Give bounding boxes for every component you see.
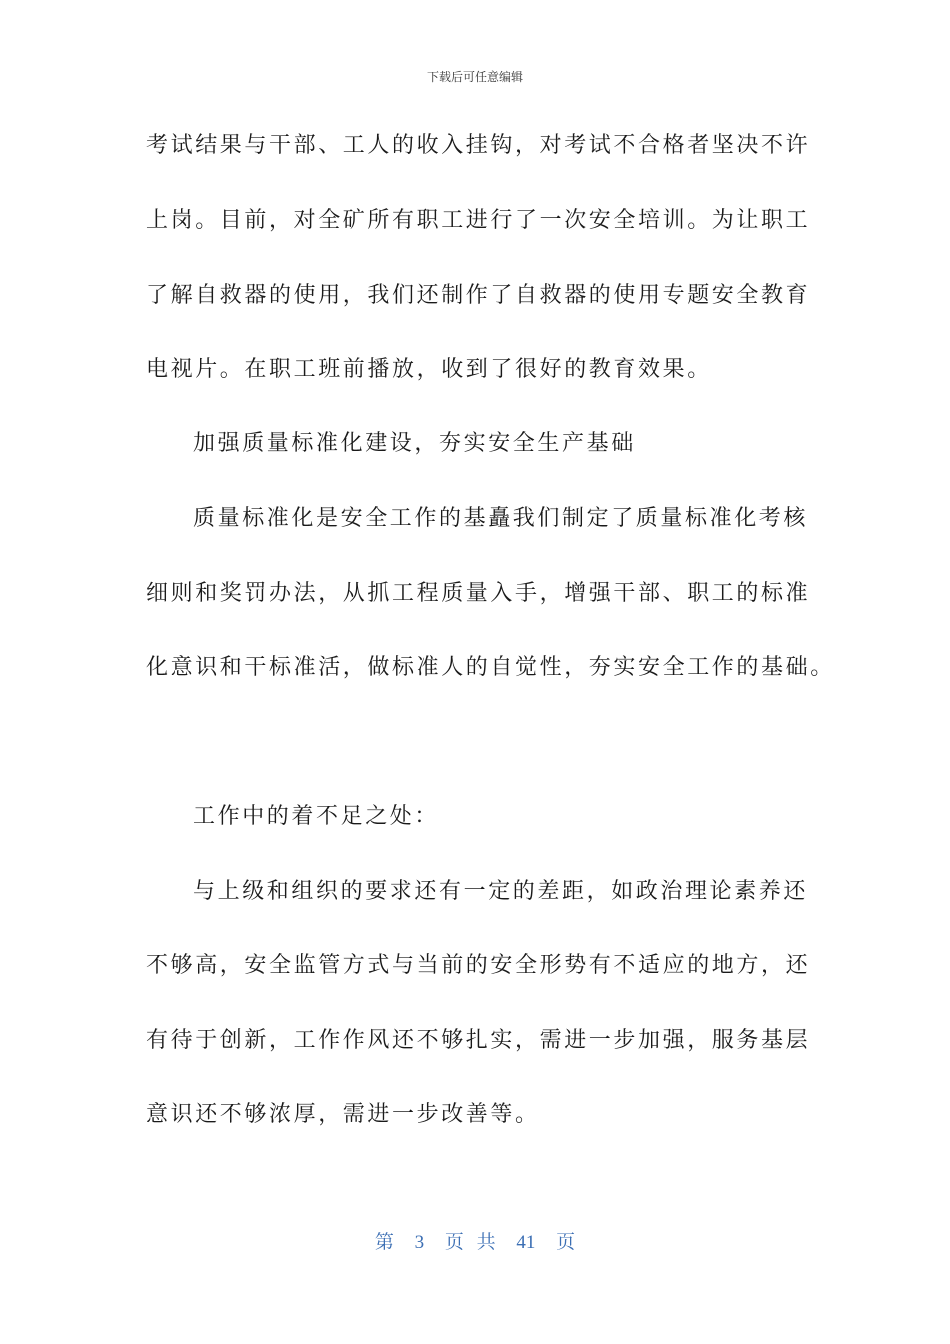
body-line-10: 与上级和组织的要求还有一定的差距，如政治理论素养还 — [193, 879, 809, 904]
body-line-1: 考试结果与干部、工人的收入挂钩，对考试不合格者坚决不许 — [146, 133, 811, 158]
body-line-12: 有待于创新，工作作风还不够扎实，需进一步加强，服务基层 — [146, 1028, 811, 1053]
body-line-2: 上岗。目前，对全矿所有职工进行了一次安全培训。为让职工 — [146, 208, 811, 233]
shortcomings-heading: 工作中的着不足之处： — [193, 804, 440, 829]
body-line-8: 化意识和干标准活，做标准人的自觉性，夯实安全工作的基础。 — [146, 655, 835, 680]
page-number-footer — [0, 1227, 950, 1254]
body-line-7: 细则和奖罚办法，从抓工程质量入手，增强干部、职工的标准 — [146, 581, 811, 606]
footer-middle: 页 共 — [444, 1232, 496, 1253]
body-line-11: 不够高，安全监管方式与当前的安全形势有不适应的地方，还 — [146, 953, 811, 978]
body-line-4: 电视片。在职工班前播放，收到了很好的教育效果。 — [146, 357, 712, 382]
header-note: 下载后可任意编辑 — [426, 70, 523, 84]
footer-suffix: 页 — [556, 1232, 576, 1253]
body-line-3: 了解自救器的使用，我们还制作了自救器的使用专题安全教育 — [146, 283, 811, 308]
footer-page-number: 3 — [414, 1232, 425, 1253]
body-line-6: 质量标准化是安全工作的基矗我们制定了质量标准化考核 — [193, 506, 809, 531]
section-heading: 加强质量标准化建设，夯实安全生产基础 — [193, 431, 636, 456]
footer-prefix: 第 — [374, 1232, 394, 1253]
body-line-13: 意识还不够浓厚，需进一步改善等。 — [146, 1102, 540, 1127]
footer-total-pages: 41 — [516, 1232, 536, 1253]
